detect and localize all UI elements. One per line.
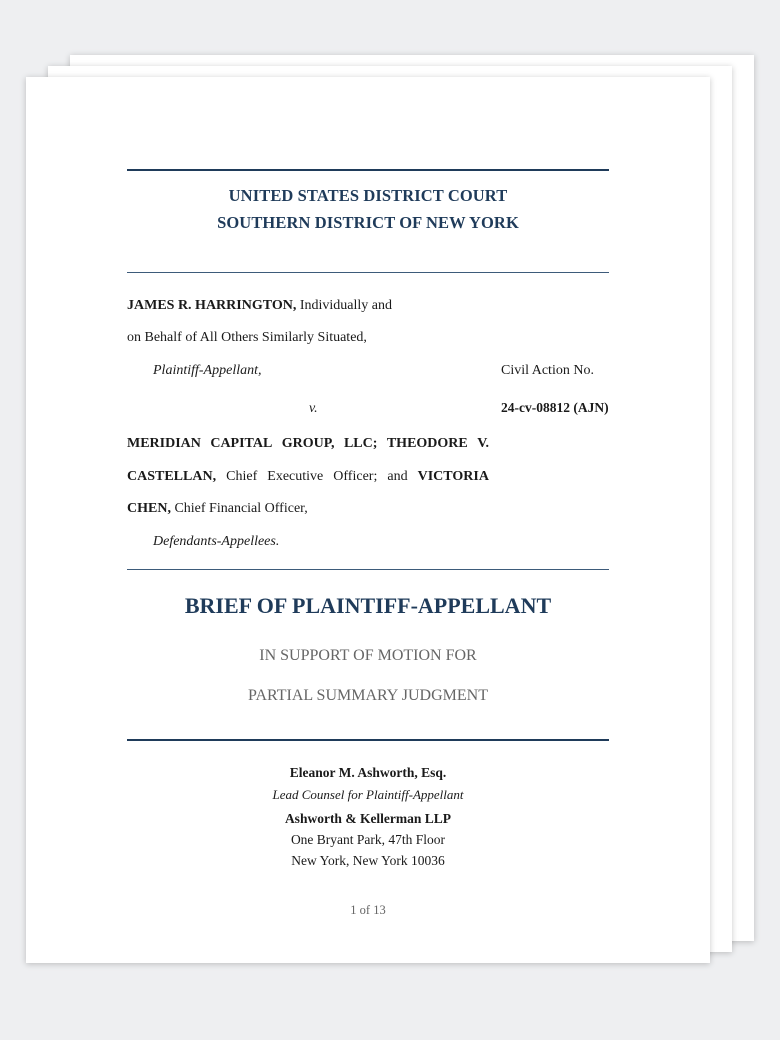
def-desc3: Chief Financial Officer, (170, 501, 308, 516)
court-name-line1: UNITED STATES DISTRICT COURT (228, 186, 508, 205)
plaintiff-desc2: on Behalf of All Others Similarly Situated, (127, 330, 367, 345)
caption-bottom-rule (127, 569, 609, 570)
caption-top-rule (127, 272, 609, 273)
firm-address-line2: New York, New York 10036 (291, 853, 445, 868)
def-word: and (387, 469, 408, 484)
def-word: CAPITAL (210, 436, 273, 451)
brief-subtitle-line1: IN SUPPORT OF MOTION FOR (259, 647, 477, 664)
def-word: LLC; (343, 436, 378, 451)
def-word: Officer; (333, 469, 378, 484)
plaintiff-name: JAMES R. HARRINGTON, (127, 298, 297, 313)
defendant-role: Defendants-Appellees. (153, 534, 280, 549)
firm-address-line1: One Bryant Park, 47th Floor (290, 832, 446, 847)
def-word: V. (477, 436, 489, 451)
plaintiff-desc1: Individually and (296, 298, 392, 313)
plaintiff-role: Plaintiff-Appellant, (153, 363, 262, 378)
brief-title: BRIEF OF PLAINTIFF-APPELLANT (184, 593, 552, 618)
def-word: Chief (226, 469, 258, 484)
civil-action-label: Civil Action No. (501, 363, 594, 378)
def-word: MERIDIAN (127, 436, 201, 451)
counsel-name: Eleanor M. Ashworth, Esq. (289, 765, 447, 780)
defendant-line1 (127, 436, 489, 452)
case-number: 24-cv-08812 (AJN) (501, 400, 609, 415)
top-rule (127, 169, 609, 171)
def-word: THEODORE (386, 436, 468, 451)
def-name2: CASTELLAN, (127, 469, 217, 484)
page-indicator: 1 of 13 (350, 903, 386, 917)
def-word: GROUP, (281, 436, 335, 451)
counsel-rule (127, 739, 609, 741)
versus: v. (309, 401, 318, 416)
defendant-line3 (127, 501, 308, 517)
def-name3b: CHEN, (127, 501, 171, 516)
court-name-line2: SOUTHERN DISTRICT OF NEW YORK (217, 213, 519, 232)
law-firm: Ashworth & Kellerman LLP (284, 811, 452, 826)
def-word: Executive (267, 469, 324, 484)
def-name3: VICTORIA (417, 469, 489, 484)
defendant-line2 (127, 469, 489, 485)
document-page (26, 77, 710, 963)
plaintiff-line1 (127, 298, 392, 314)
counsel-role: Lead Counsel for Plaintiff-Appellant (272, 787, 464, 802)
brief-subtitle-line2: PARTIAL SUMMARY JUDGMENT (248, 687, 488, 704)
